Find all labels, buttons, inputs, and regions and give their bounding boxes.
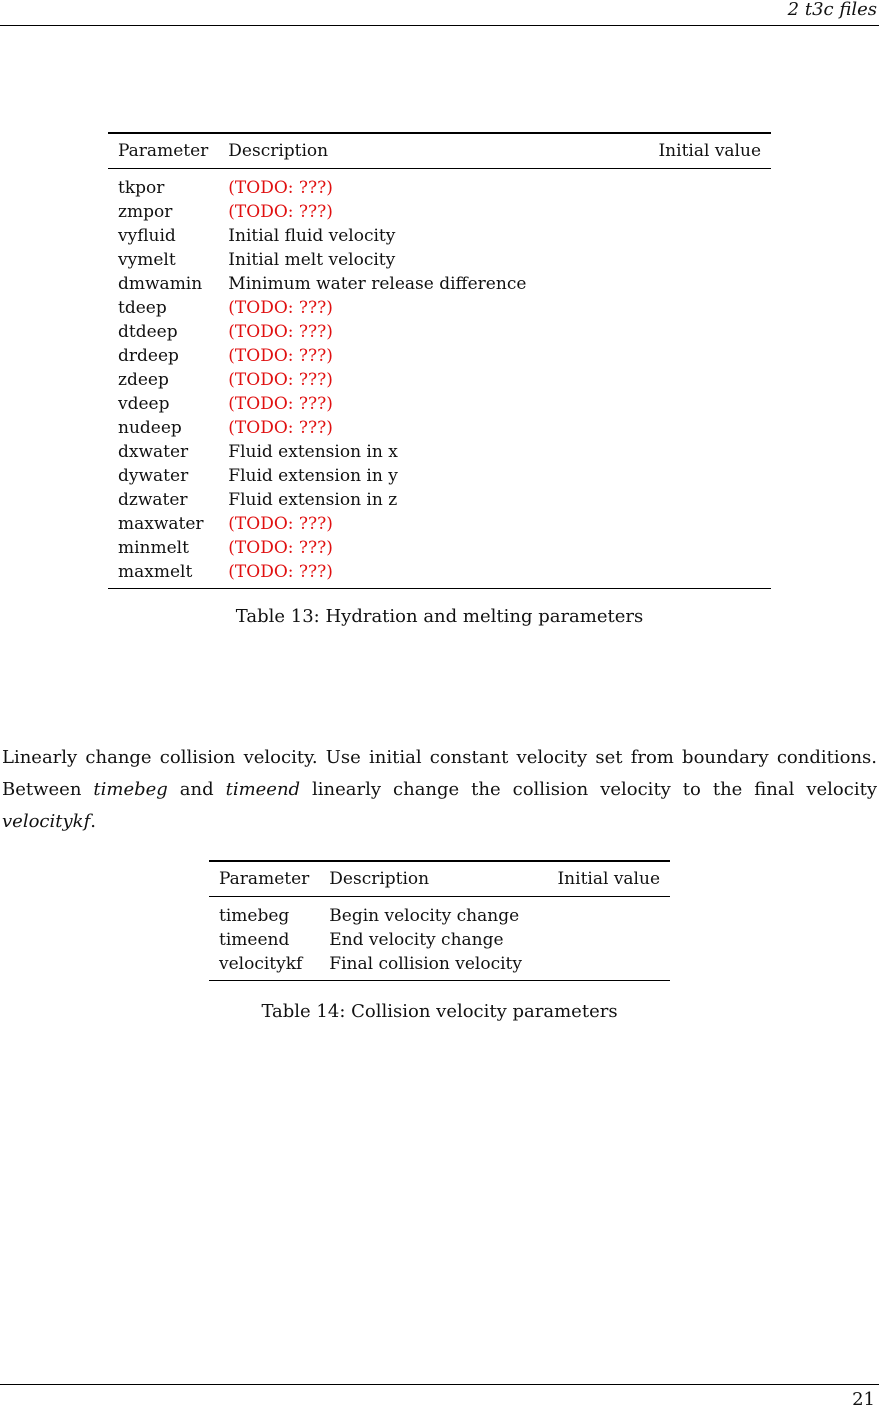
paragraph-term-timebeg: timebeg <box>93 779 168 800</box>
column-header-initial-value: Initial value <box>557 869 660 889</box>
page-number: 21 <box>852 1389 875 1410</box>
running-head: 2 t3c files <box>787 0 877 20</box>
parameter-cell: drdeep <box>118 346 179 366</box>
initial-value-cell <box>648 560 771 589</box>
initial-value-cell <box>648 248 771 272</box>
table-row <box>108 200 771 224</box>
initial-value-cell <box>532 897 670 929</box>
table-row <box>108 440 771 464</box>
table-row <box>108 392 771 416</box>
description-cell: End velocity change <box>329 930 504 950</box>
parameter-cell: nudeep <box>118 418 182 438</box>
table-row <box>209 897 670 929</box>
todo-marker: (TODO: ???) <box>228 298 333 318</box>
table-row <box>108 368 771 392</box>
parameter-cell: vdeep <box>118 394 170 414</box>
table-row <box>108 344 771 368</box>
parameter-cell: vymelt <box>118 250 176 270</box>
footer-rule <box>0 1384 879 1385</box>
table-row <box>108 248 771 272</box>
todo-marker: (TODO: ???) <box>228 538 333 558</box>
table-row <box>108 536 771 560</box>
paragraph-text: and <box>167 779 226 800</box>
description-cell: Initial fluid velocity <box>228 226 396 246</box>
table-row <box>108 560 771 589</box>
parameter-cell: zmpor <box>118 202 173 222</box>
initial-value-cell <box>648 512 771 536</box>
parameter-cell: tdeep <box>118 298 167 318</box>
parameter-cell: vyfluid <box>118 226 176 246</box>
initial-value-cell <box>532 928 670 952</box>
initial-value-cell <box>648 392 771 416</box>
parameter-cell: zdeep <box>118 370 169 390</box>
table-row <box>108 169 771 201</box>
initial-value-cell <box>648 368 771 392</box>
todo-marker: (TODO: ???) <box>228 178 333 198</box>
description-cell: Final collision velocity <box>329 954 522 974</box>
column-header-description: Description <box>228 141 329 161</box>
table-row <box>209 928 670 952</box>
description-cell: Initial melt velocity <box>228 250 396 270</box>
paragraph-term-velocitykf: velocitykf <box>2 811 91 832</box>
table-row <box>108 512 771 536</box>
header-rule <box>0 25 879 26</box>
description-cell: Begin velocity change <box>329 906 520 926</box>
collision-velocity-paragraph <box>2 742 877 838</box>
column-header-parameter: Parameter <box>219 869 310 889</box>
table-row <box>108 464 771 488</box>
todo-marker: (TODO: ???) <box>228 514 333 534</box>
column-header-initial-value: Initial value <box>658 141 761 161</box>
todo-marker: (TODO: ???) <box>228 370 333 390</box>
paragraph-text: Linearly change collision velocity. Use initial constant velocity set from boundary conditions. Between <box>2 747 877 800</box>
todo-marker: (TODO: ???) <box>228 418 333 438</box>
table-row <box>108 416 771 440</box>
table-row <box>108 488 771 512</box>
parameter-cell: maxwater <box>118 514 204 534</box>
table-row <box>209 952 670 981</box>
initial-value-cell <box>648 272 771 296</box>
parameter-cell: dmwamin <box>118 274 203 294</box>
initial-value-cell <box>648 416 771 440</box>
todo-marker: (TODO: ???) <box>228 322 333 342</box>
todo-marker: (TODO: ???) <box>228 562 333 582</box>
parameter-cell: dzwater <box>118 490 188 510</box>
paragraph-term-timeend: timeend <box>225 779 301 800</box>
parameter-cell: dywater <box>118 466 189 486</box>
parameter-cell: timeend <box>219 930 290 950</box>
initial-value-cell <box>532 952 670 981</box>
parameter-cell: dxwater <box>118 442 189 462</box>
table-header-row <box>209 861 670 897</box>
initial-value-cell <box>648 440 771 464</box>
parameter-cell: velocitykf <box>219 954 303 974</box>
table-row <box>108 224 771 248</box>
parameter-cell: minmelt <box>118 538 189 558</box>
description-cell: Fluid extension in x <box>228 442 398 462</box>
initial-value-cell <box>648 536 771 560</box>
initial-value-cell <box>648 169 771 201</box>
description-cell: Fluid extension in z <box>228 490 398 510</box>
todo-marker: (TODO: ???) <box>228 394 333 414</box>
initial-value-cell <box>648 296 771 320</box>
initial-value-cell <box>648 488 771 512</box>
parameter-cell: maxmelt <box>118 562 193 582</box>
initial-value-cell <box>648 344 771 368</box>
table-14-caption: Table 14: Collision velocity parameters <box>261 1001 618 1022</box>
initial-value-cell <box>648 464 771 488</box>
collision-velocity-table <box>209 860 670 981</box>
paragraph-text: . <box>90 811 96 832</box>
table-row <box>108 320 771 344</box>
column-header-parameter: Parameter <box>118 141 209 161</box>
todo-marker: (TODO: ???) <box>228 346 333 366</box>
column-header-description: Description <box>329 869 430 889</box>
table-row <box>108 296 771 320</box>
description-cell: Minimum water release difference <box>228 274 527 294</box>
parameter-cell: timebeg <box>219 906 290 926</box>
table-13-caption: Table 13: Hydration and melting parameters <box>235 606 644 627</box>
table-header-row <box>108 133 771 169</box>
description-cell: Fluid extension in y <box>228 466 398 486</box>
initial-value-cell <box>648 224 771 248</box>
hydration-melting-table <box>108 132 771 589</box>
initial-value-cell <box>648 320 771 344</box>
parameter-cell: tkpor <box>118 178 165 198</box>
initial-value-cell <box>648 200 771 224</box>
table-row <box>108 272 771 296</box>
paragraph-text: linearly change the collision velocity to the final velocity <box>300 779 877 800</box>
todo-marker: (TODO: ???) <box>228 202 333 222</box>
parameter-cell: dtdeep <box>118 322 178 342</box>
